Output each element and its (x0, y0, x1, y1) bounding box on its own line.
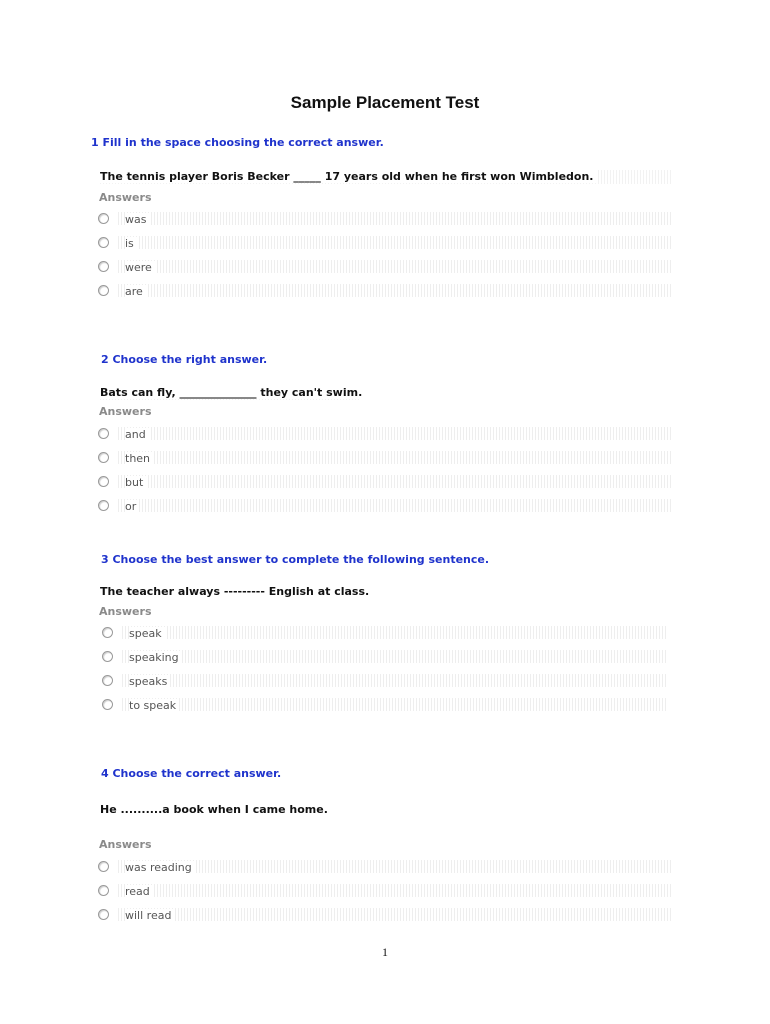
option-label: speak (129, 627, 165, 640)
option-label: speaking (129, 651, 182, 664)
question-1-stem: The tennis player Boris Becker _____ 17 years old when he first won Wimbledon. (100, 170, 596, 183)
radio-icon[interactable] (102, 699, 113, 710)
page-title: Sample Placement Test (290, 93, 480, 112)
question-3-option-2[interactable] (100, 648, 668, 666)
option-label: will read (125, 909, 174, 922)
radio-icon[interactable] (98, 261, 109, 272)
question-3-option-1[interactable] (100, 624, 668, 642)
question-4-option-1[interactable] (96, 858, 673, 876)
question-2-answers-label: Answers (99, 405, 152, 418)
option-band (118, 260, 673, 273)
question-2-heading: 2 Choose the right answer. (101, 353, 268, 366)
question-4-heading: 4 Choose the correct answer. (101, 767, 282, 780)
radio-icon[interactable] (98, 237, 109, 248)
option-band (118, 908, 673, 921)
question-1-answers-label: Answers (99, 191, 152, 204)
question-4-option-3[interactable] (96, 906, 673, 924)
option-band (118, 499, 673, 512)
radio-icon[interactable] (98, 428, 109, 439)
option-label: speaks (129, 675, 170, 688)
question-1-option-3[interactable] (96, 258, 673, 276)
option-band (122, 674, 668, 687)
option-band (122, 626, 668, 639)
option-band (118, 236, 673, 249)
question-2-option-4[interactable] (96, 497, 673, 515)
radio-icon[interactable] (98, 452, 109, 463)
page-number: 1 (382, 945, 388, 959)
option-label: then (125, 452, 153, 465)
question-2-option-1[interactable] (96, 425, 673, 443)
radio-icon[interactable] (102, 651, 113, 662)
question-3-answers-label: Answers (99, 605, 152, 618)
option-band (118, 284, 673, 297)
radio-icon[interactable] (98, 285, 109, 296)
option-label: is (125, 237, 137, 250)
option-band (118, 451, 673, 464)
question-4-answers-label: Answers (99, 838, 152, 851)
radio-icon[interactable] (98, 476, 109, 487)
question-1-option-1[interactable] (96, 210, 673, 228)
option-label: are (125, 285, 146, 298)
radio-icon[interactable] (98, 861, 109, 872)
question-3-option-4[interactable] (100, 696, 668, 714)
question-3-heading: 3 Choose the best answer to complete the following sentence. (101, 553, 490, 566)
radio-icon[interactable] (102, 627, 113, 638)
option-label: but (125, 476, 146, 489)
radio-icon[interactable] (98, 885, 109, 896)
option-band (118, 212, 673, 225)
option-band (118, 860, 673, 873)
question-1-option-4[interactable] (96, 282, 673, 300)
radio-icon[interactable] (98, 500, 109, 511)
option-label: were (125, 261, 155, 274)
radio-icon[interactable] (102, 675, 113, 686)
option-band (122, 698, 668, 711)
option-band (118, 475, 673, 488)
option-band (118, 884, 673, 897)
question-3-stem: The teacher always --------- English at class. (100, 585, 370, 598)
question-2-stem: Bats can fly, ______________ they can't swim. (100, 386, 365, 399)
option-label: or (125, 500, 139, 513)
question-2-option-2[interactable] (96, 449, 673, 467)
option-band (118, 427, 673, 440)
question-4-option-2[interactable] (96, 882, 673, 900)
radio-icon[interactable] (98, 909, 109, 920)
option-label: and (125, 428, 149, 441)
question-4-stem: He ..........a book when I came home. (100, 803, 328, 816)
question-1-option-2[interactable] (96, 234, 673, 252)
question-1-heading: 1 Fill in the space choosing the correct answer. (91, 136, 384, 149)
option-label: was (125, 213, 149, 226)
option-label: to speak (129, 699, 179, 712)
question-3-option-3[interactable] (100, 672, 668, 690)
question-2-option-3[interactable] (96, 473, 673, 491)
option-band (122, 650, 668, 663)
option-label: was reading (125, 861, 195, 874)
radio-icon[interactable] (98, 213, 109, 224)
option-label: read (125, 885, 153, 898)
